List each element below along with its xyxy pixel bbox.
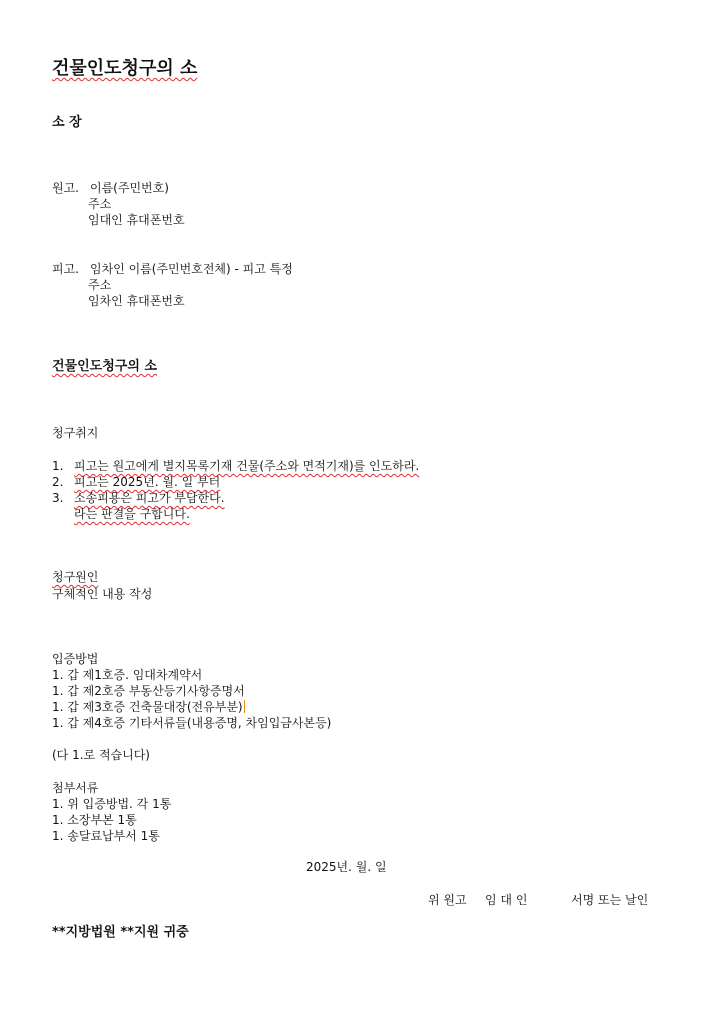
- plaintiff-phone: 임대인 휴대폰번호: [88, 213, 185, 227]
- defendant-phone: 임차인 휴대폰번호: [88, 294, 185, 308]
- attachment-item: 1. 송달료납부서 1통: [52, 829, 160, 843]
- document-date: 2025년. 월. 일: [306, 860, 387, 874]
- evidence-heading: 입증방법: [52, 652, 99, 666]
- claim-item-number: 1.: [52, 459, 64, 473]
- case-title: 건물인도청구의 소: [52, 359, 157, 374]
- attachment-item: 1. 위 입증방법. 각 1통: [52, 797, 172, 811]
- plaintiff-name: 이름(주민번호): [90, 181, 169, 195]
- claim-item: [52, 474, 220, 490]
- evidence-item: 1. 갑 제1호증. 임대차계약서: [52, 668, 203, 682]
- attachments-heading: 첨부서류: [52, 781, 99, 795]
- evidence-item: 1. 갑 제3호증 건축물대장(전유부분): [52, 700, 243, 714]
- claim-item-number: 3.: [52, 491, 64, 505]
- plaintiff-address: 주소: [88, 197, 112, 211]
- attachment-item: 1. 소장부본 1통: [52, 813, 137, 827]
- document-title: 건물인도청구의 소: [52, 58, 198, 79]
- defendant-label: 피고.: [52, 262, 79, 276]
- claim-heading: 청구취지: [52, 426, 99, 440]
- claim-closing: 라는 판결을 구합니다.: [74, 507, 190, 521]
- defendant-address: 주소: [88, 278, 112, 292]
- signature-name: 임 대 인: [485, 893, 528, 907]
- claim-item-text: 피고는 2025년. 월. 일 부터: [74, 475, 221, 489]
- claim-item-text: 소송피용은 피고가 부담한다.: [74, 491, 225, 505]
- document-subtitle: 소 장: [52, 115, 82, 130]
- evidence-item-3: [52, 699, 245, 715]
- signature-prefix: 위 원고: [428, 893, 467, 907]
- claim-item: [52, 458, 419, 474]
- evidence-note: (다 1.로 적습니다): [52, 748, 150, 762]
- signature-sign: 서명 또는 날인: [571, 893, 649, 907]
- defendant-name: 임차인 이름(주민번호전체) - 피고 특정: [90, 262, 293, 276]
- claim-item-number: 2.: [52, 475, 64, 489]
- cause-heading: 청구원인: [52, 570, 99, 584]
- court-name: **지방법원 **지원 귀중: [52, 925, 189, 940]
- cause-body: 구체적인 내용 작성: [52, 587, 153, 601]
- evidence-item: 1. 갑 제4호증 기타서류들(내용증명, 차임입금사본등): [52, 716, 332, 730]
- text-cursor: [244, 700, 245, 713]
- claim-item-text: 피고는 원고에게 별지목록기재 건물(주소와 면적기재)를 인도하라.: [74, 459, 420, 473]
- claim-item: [52, 490, 225, 506]
- evidence-item: 1. 갑 제2호증 부동산등기사항증명서: [52, 684, 245, 698]
- plaintiff-label: 원고.: [52, 181, 79, 195]
